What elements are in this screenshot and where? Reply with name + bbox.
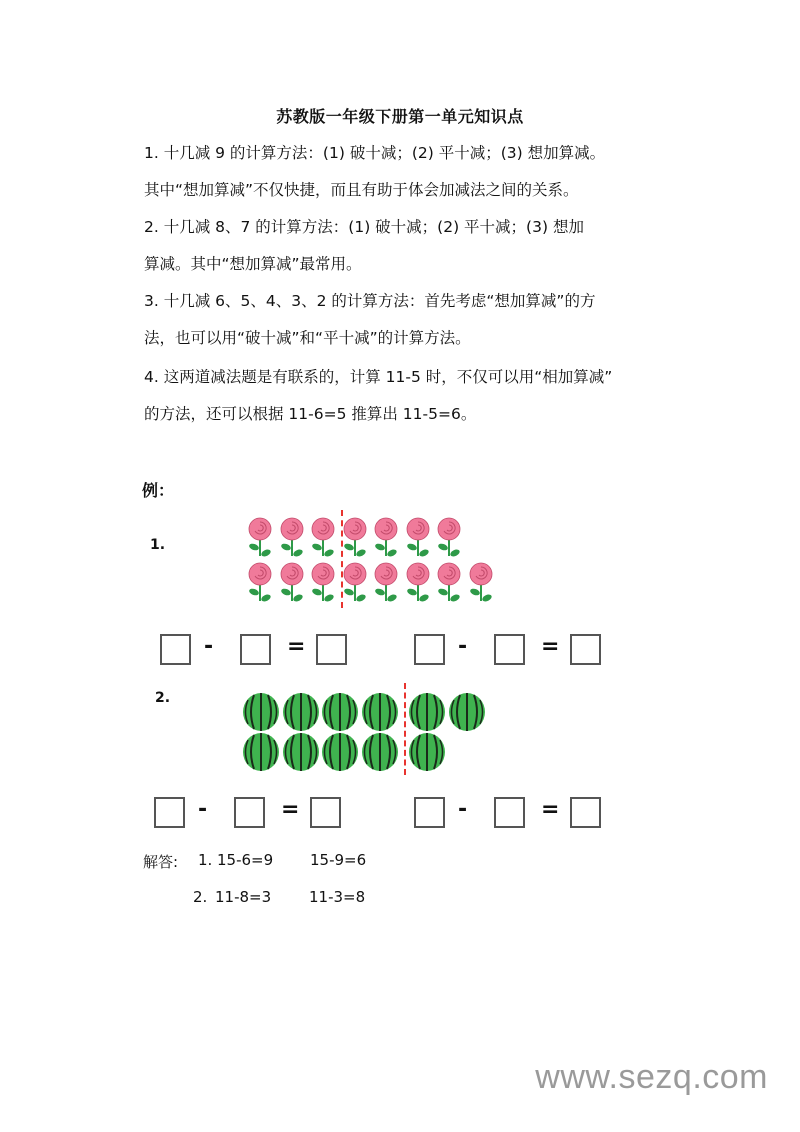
equals-sign: = xyxy=(281,797,300,822)
problem-2-answer-box-b[interactable] xyxy=(234,797,265,828)
paragraph-1-line-1: 1. 十几减 9 的计算方法：(1) 破十减；(2) 平十减；(3) 想加算减。 xyxy=(144,144,606,162)
watermelon-icon xyxy=(321,690,359,732)
paragraph-2-line-1: 2. 十几减 8、7 的计算方法：(1) 破十减；(2) 平十减；(3) 想加 xyxy=(144,218,584,236)
minus-sign: - xyxy=(204,634,214,659)
watermelon-icon xyxy=(282,730,320,772)
answer-1-number: 1. xyxy=(198,851,213,869)
rose-icon xyxy=(340,516,370,560)
answer-1-eq2: 15-9=6 xyxy=(310,851,367,869)
answer-1-eq1: 15-6=9 xyxy=(217,851,274,869)
problem-2-answer-box-c[interactable] xyxy=(310,797,341,828)
problem-2-answer-box-d[interactable] xyxy=(414,797,445,828)
example-label: 例： xyxy=(142,481,175,500)
problem-1-number: 1. xyxy=(150,537,166,553)
watermelon-icon xyxy=(361,690,399,732)
rose-icon xyxy=(277,516,307,560)
minus-sign: - xyxy=(458,634,468,659)
problem-1-answer-box-d[interactable] xyxy=(414,634,445,665)
watermelon-icon xyxy=(242,730,280,772)
watermelon-icon xyxy=(408,730,446,772)
problem-1-answer-box-f[interactable] xyxy=(570,634,601,665)
minus-sign: - xyxy=(458,797,468,822)
watermelon-icon xyxy=(242,690,280,732)
equals-sign: = xyxy=(541,634,560,659)
rose-icon xyxy=(434,516,464,560)
equals-sign: = xyxy=(287,634,306,659)
problem-2-answer-box-e[interactable] xyxy=(494,797,525,828)
rose-icon xyxy=(403,561,433,605)
watermark: www.sezq.com xyxy=(535,1058,768,1096)
answers-label: 解答: xyxy=(143,853,179,871)
problem-2-divider xyxy=(404,683,406,775)
answer-2-number: 2. xyxy=(193,888,208,906)
watermelon-icon xyxy=(282,690,320,732)
rose-icon xyxy=(245,561,275,605)
problem-1-answer-box-a[interactable] xyxy=(160,634,191,665)
paragraph-1-line-2: 其中“想加算减”不仅快捷，而且有助于体会加减法之间的关系。 xyxy=(144,181,579,199)
problem-2-answer-box-f[interactable] xyxy=(570,797,601,828)
answer-2-eq2: 11-3=8 xyxy=(309,888,366,906)
problem-1-answer-box-b[interactable] xyxy=(240,634,271,665)
minus-sign: - xyxy=(198,797,208,822)
paragraph-4-line-1: 4. 这两道减法题是有联系的，计算 11-5 时，不仅可以用“相加算减” xyxy=(144,368,613,386)
problem-1-answer-box-c[interactable] xyxy=(316,634,347,665)
paragraph-2-line-2: 算减。其中“想加算减”最常用。 xyxy=(144,255,362,273)
rose-icon xyxy=(340,561,370,605)
rose-icon xyxy=(308,561,338,605)
paragraph-3-line-1: 3. 十几减 6、5、4、3、2 的计算方法：首先考虑“想加算减”的方 xyxy=(144,292,596,310)
rose-icon xyxy=(308,516,338,560)
answer-2-eq1: 11-8=3 xyxy=(215,888,272,906)
rose-icon xyxy=(371,516,401,560)
watermelon-icon xyxy=(408,690,446,732)
paragraph-3-line-2: 法，也可以用“破十减”和“平十减”的计算方法。 xyxy=(144,329,471,347)
problem-1-divider xyxy=(341,510,343,608)
problem-2-answer-box-a[interactable] xyxy=(154,797,185,828)
rose-icon xyxy=(371,561,401,605)
rose-icon xyxy=(245,516,275,560)
rose-icon xyxy=(277,561,307,605)
document-title: 苏教版一年级下册第一单元知识点 xyxy=(276,107,524,126)
rose-icon xyxy=(466,561,496,605)
rose-icon xyxy=(403,516,433,560)
watermelon-icon xyxy=(361,730,399,772)
equals-sign: = xyxy=(541,797,560,822)
watermelon-icon xyxy=(448,690,486,732)
problem-2-number: 2. xyxy=(155,690,171,706)
problem-1-answer-box-e[interactable] xyxy=(494,634,525,665)
watermelon-icon xyxy=(321,730,359,772)
rose-icon xyxy=(434,561,464,605)
paragraph-4-line-2: 的方法，还可以根据 11-6=5 推算出 11-5=6。 xyxy=(144,405,477,423)
